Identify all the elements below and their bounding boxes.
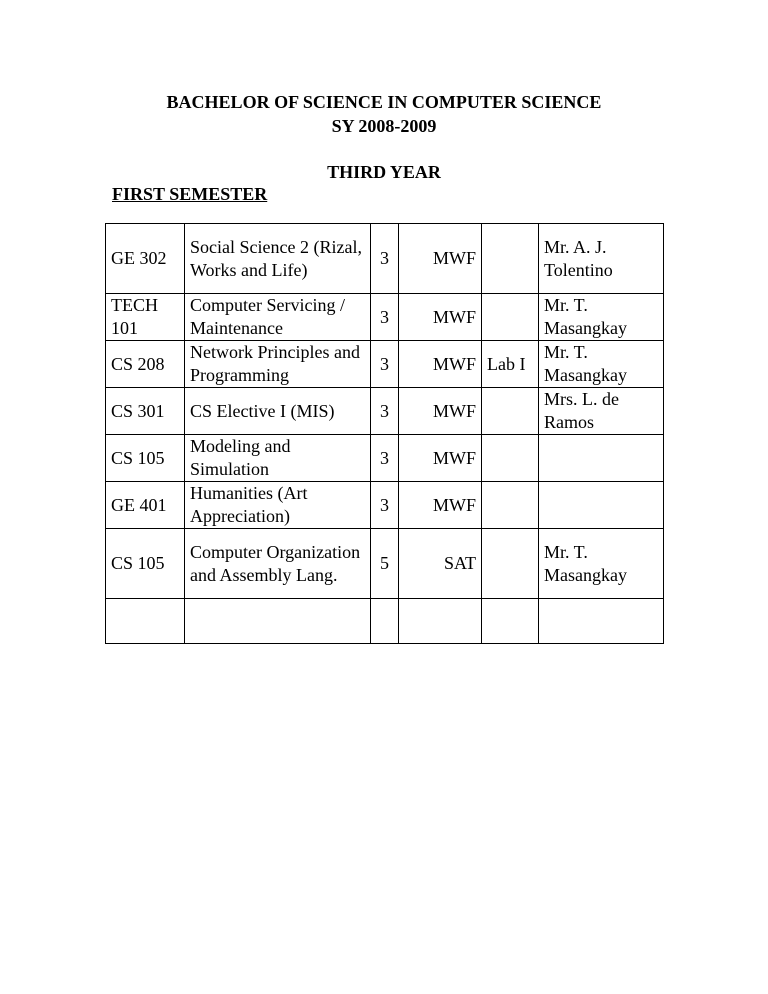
course-instructor: Mr. T. Masangkay [539, 341, 664, 388]
course-instructor: Mr. T. Masangkay [539, 294, 664, 341]
course-lab [482, 294, 539, 341]
course-code [106, 599, 185, 644]
course-title: Social Science 2 (Rizal, Works and Life) [185, 224, 371, 294]
course-instructor: Mr. A. J. Tolentino [539, 224, 664, 294]
course-instructor [539, 435, 664, 482]
course-units [371, 599, 399, 644]
course-code: TECH 101 [106, 294, 185, 341]
course-schedule-table [105, 223, 664, 644]
course-title: Network Principles and Programming [185, 341, 371, 388]
table-row [106, 599, 664, 644]
course-units: 3 [371, 224, 399, 294]
course-lab: Lab I [482, 341, 539, 388]
course-title: Computer Organization and Assembly Lang. [185, 529, 371, 599]
course-code: CS 105 [106, 529, 185, 599]
course-days: MWF [399, 435, 482, 482]
course-instructor: Mrs. L. de Ramos [539, 388, 664, 435]
course-days: MWF [399, 388, 482, 435]
course-lab [482, 388, 539, 435]
course-instructor [539, 482, 664, 529]
course-units: 3 [371, 388, 399, 435]
course-lab [482, 482, 539, 529]
course-code: GE 302 [106, 224, 185, 294]
course-lab [482, 435, 539, 482]
school-year: SY 2008-2009 [331, 116, 437, 136]
course-units: 3 [371, 341, 399, 388]
course-units: 3 [371, 435, 399, 482]
course-title: Computer Servicing / Maintenance [185, 294, 371, 341]
course-days [399, 599, 482, 644]
course-lab [482, 224, 539, 294]
course-title: Modeling and Simulation [185, 435, 371, 482]
course-units: 5 [371, 529, 399, 599]
course-days: MWF [399, 224, 482, 294]
table-row [106, 482, 664, 529]
table-row [106, 341, 664, 388]
year-level: THIRD YEAR [327, 162, 441, 182]
course-lab [482, 599, 539, 644]
table-row [106, 294, 664, 341]
table-row [106, 388, 664, 435]
course-units: 3 [371, 294, 399, 341]
semester-heading: FIRST SEMESTER [112, 184, 268, 204]
course-lab [482, 529, 539, 599]
course-code: GE 401 [106, 482, 185, 529]
table-row [106, 224, 664, 294]
table-row [106, 529, 664, 599]
course-title: Humanities (Art Appreciation) [185, 482, 371, 529]
course-title [185, 599, 371, 644]
course-code: CS 208 [106, 341, 185, 388]
course-days: SAT [399, 529, 482, 599]
course-days: MWF [399, 294, 482, 341]
course-instructor: Mr. T. Masangkay [539, 529, 664, 599]
course-units: 3 [371, 482, 399, 529]
course-title: CS Elective I (MIS) [185, 388, 371, 435]
course-days: MWF [399, 482, 482, 529]
course-code: CS 301 [106, 388, 185, 435]
course-days: MWF [399, 341, 482, 388]
course-instructor [539, 599, 664, 644]
program-title: BACHELOR OF SCIENCE IN COMPUTER SCIENCE [166, 92, 602, 112]
course-code: CS 105 [106, 435, 185, 482]
table-row [106, 435, 664, 482]
